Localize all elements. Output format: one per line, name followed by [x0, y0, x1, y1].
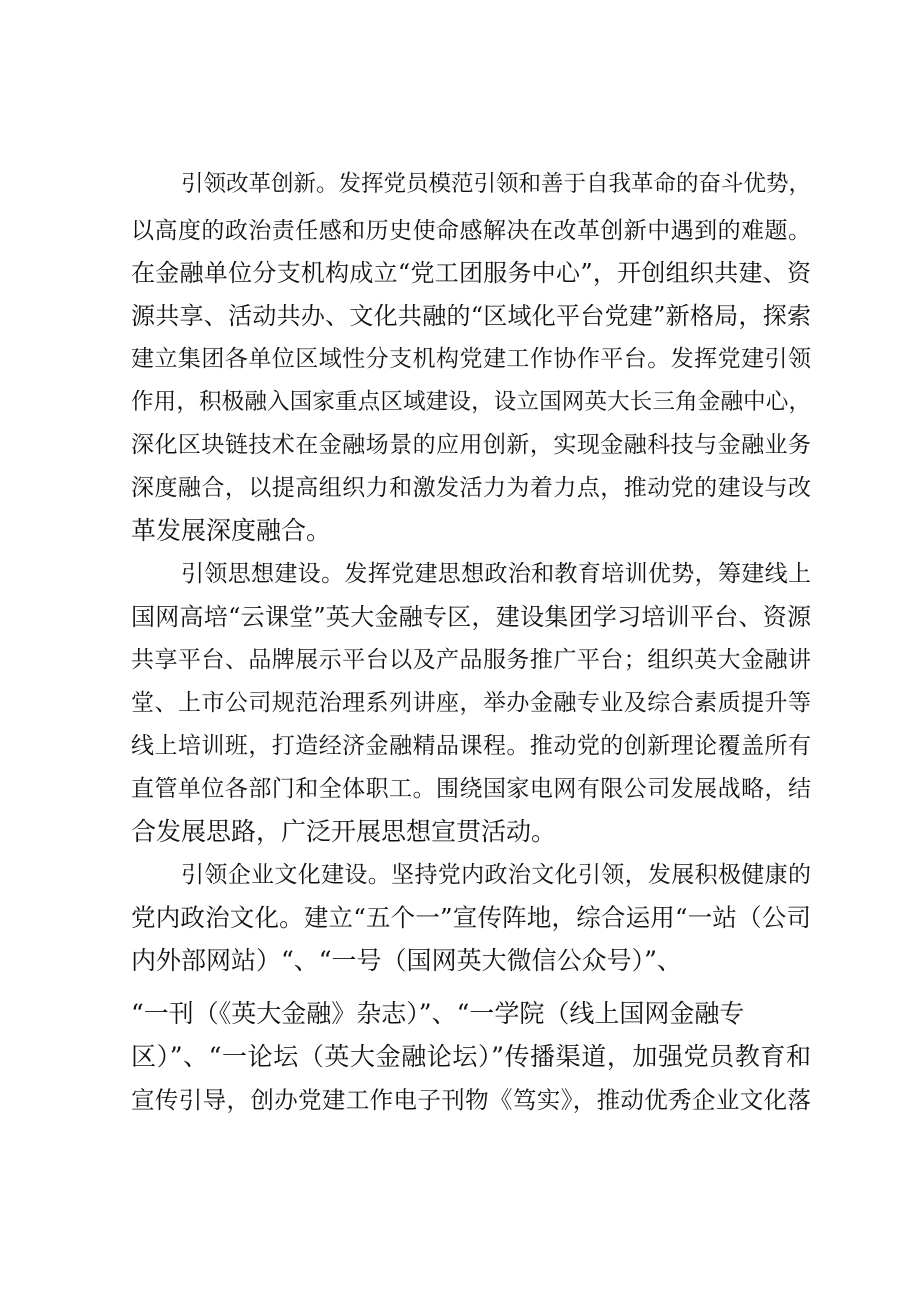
paragraph-2-line-2: 国网高培“云课堂”英大金融专区，建设集团学习培训平台、资源: [131, 603, 811, 631]
paragraph-2-line-5: 线上培训班，打造经济金融精品课程。推动党的创新理论覆盖所有: [131, 733, 811, 759]
paragraph-3-line-6: 宣传引导，创办党建工作电子刊物《笃实》，推动优秀企业文化落: [131, 1086, 811, 1114]
paragraph-2-line-3: 共享平台、品牌展示平台以及产品服务推广平台；组织英大金融讲: [131, 647, 811, 673]
paragraph-1-line-9: 革发展深度融合。: [131, 516, 332, 545]
paragraph-3-line-5: 区）”、“一论坛（英大金融论坛）”传播渠道，加强党员教育和: [131, 1042, 811, 1071]
paragraph-3-line-2: 党内政治文化。建立“五个一”宣传阵地，综合运用“一站（公司: [131, 903, 811, 932]
paragraph-3-line-4: “一刊（《英大金融》杂志）”、“一学院（线上国网金融专: [131, 999, 745, 1028]
paragraph-1-line-5: 建立集团各单位区域性分支机构党建工作协作平台。发挥党建引领: [131, 346, 811, 372]
paragraph-2-line-4: 堂、上市公司规范治理系列讲座，举办金融专业及综合素质提升等: [131, 690, 811, 716]
paragraph-1-line-6: 作用，积极融入国家重点区域建设，设立国网英大长三角金融中心，: [131, 389, 811, 415]
paragraph-1-line-7: 深化区块链技术在金融场景的应用创新，实现金融科技与金融业务: [131, 432, 811, 458]
paragraph-1-line-8: 深度融合，以提高组织力和激发活力为着力点，推动党的建设与改: [131, 475, 811, 501]
paragraph-1-line-4: 源共享、活动共办、文化共融的“区域化平台党建”新格局，探索: [131, 302, 811, 330]
paragraph-3-line-3: 内外部网站）“、“一号（国网英大微信公众号）”、: [131, 946, 682, 975]
paragraph-2-line-1: 引领思想建设。发挥党建思想政治和教育培训优势，筹建线上: [181, 561, 811, 587]
paragraph-1-line-3: 在金融单位分支机构成立“党工团服务中心”，开创组织共建、资: [131, 259, 811, 287]
paragraph-2-line-6: 直管单位各部门和全体职工。围绕国家电网有限公司发展战略，结: [131, 776, 811, 802]
paragraph-1-line-2: 以高度的政治责任感和历史使命感解决在改革创新中遇到的难题。: [131, 218, 811, 244]
paragraph-3-line-1: 引领企业文化建设。坚持党内政治文化引领，发展积极健康的: [181, 862, 811, 888]
paragraph-1-line-1: 引领改革创新。发挥党员模范引领和善于自我革命的奋斗优势，: [181, 171, 812, 197]
paragraph-2-line-7: 合发展思路，广泛开展思想宣贯活动。: [131, 817, 557, 846]
